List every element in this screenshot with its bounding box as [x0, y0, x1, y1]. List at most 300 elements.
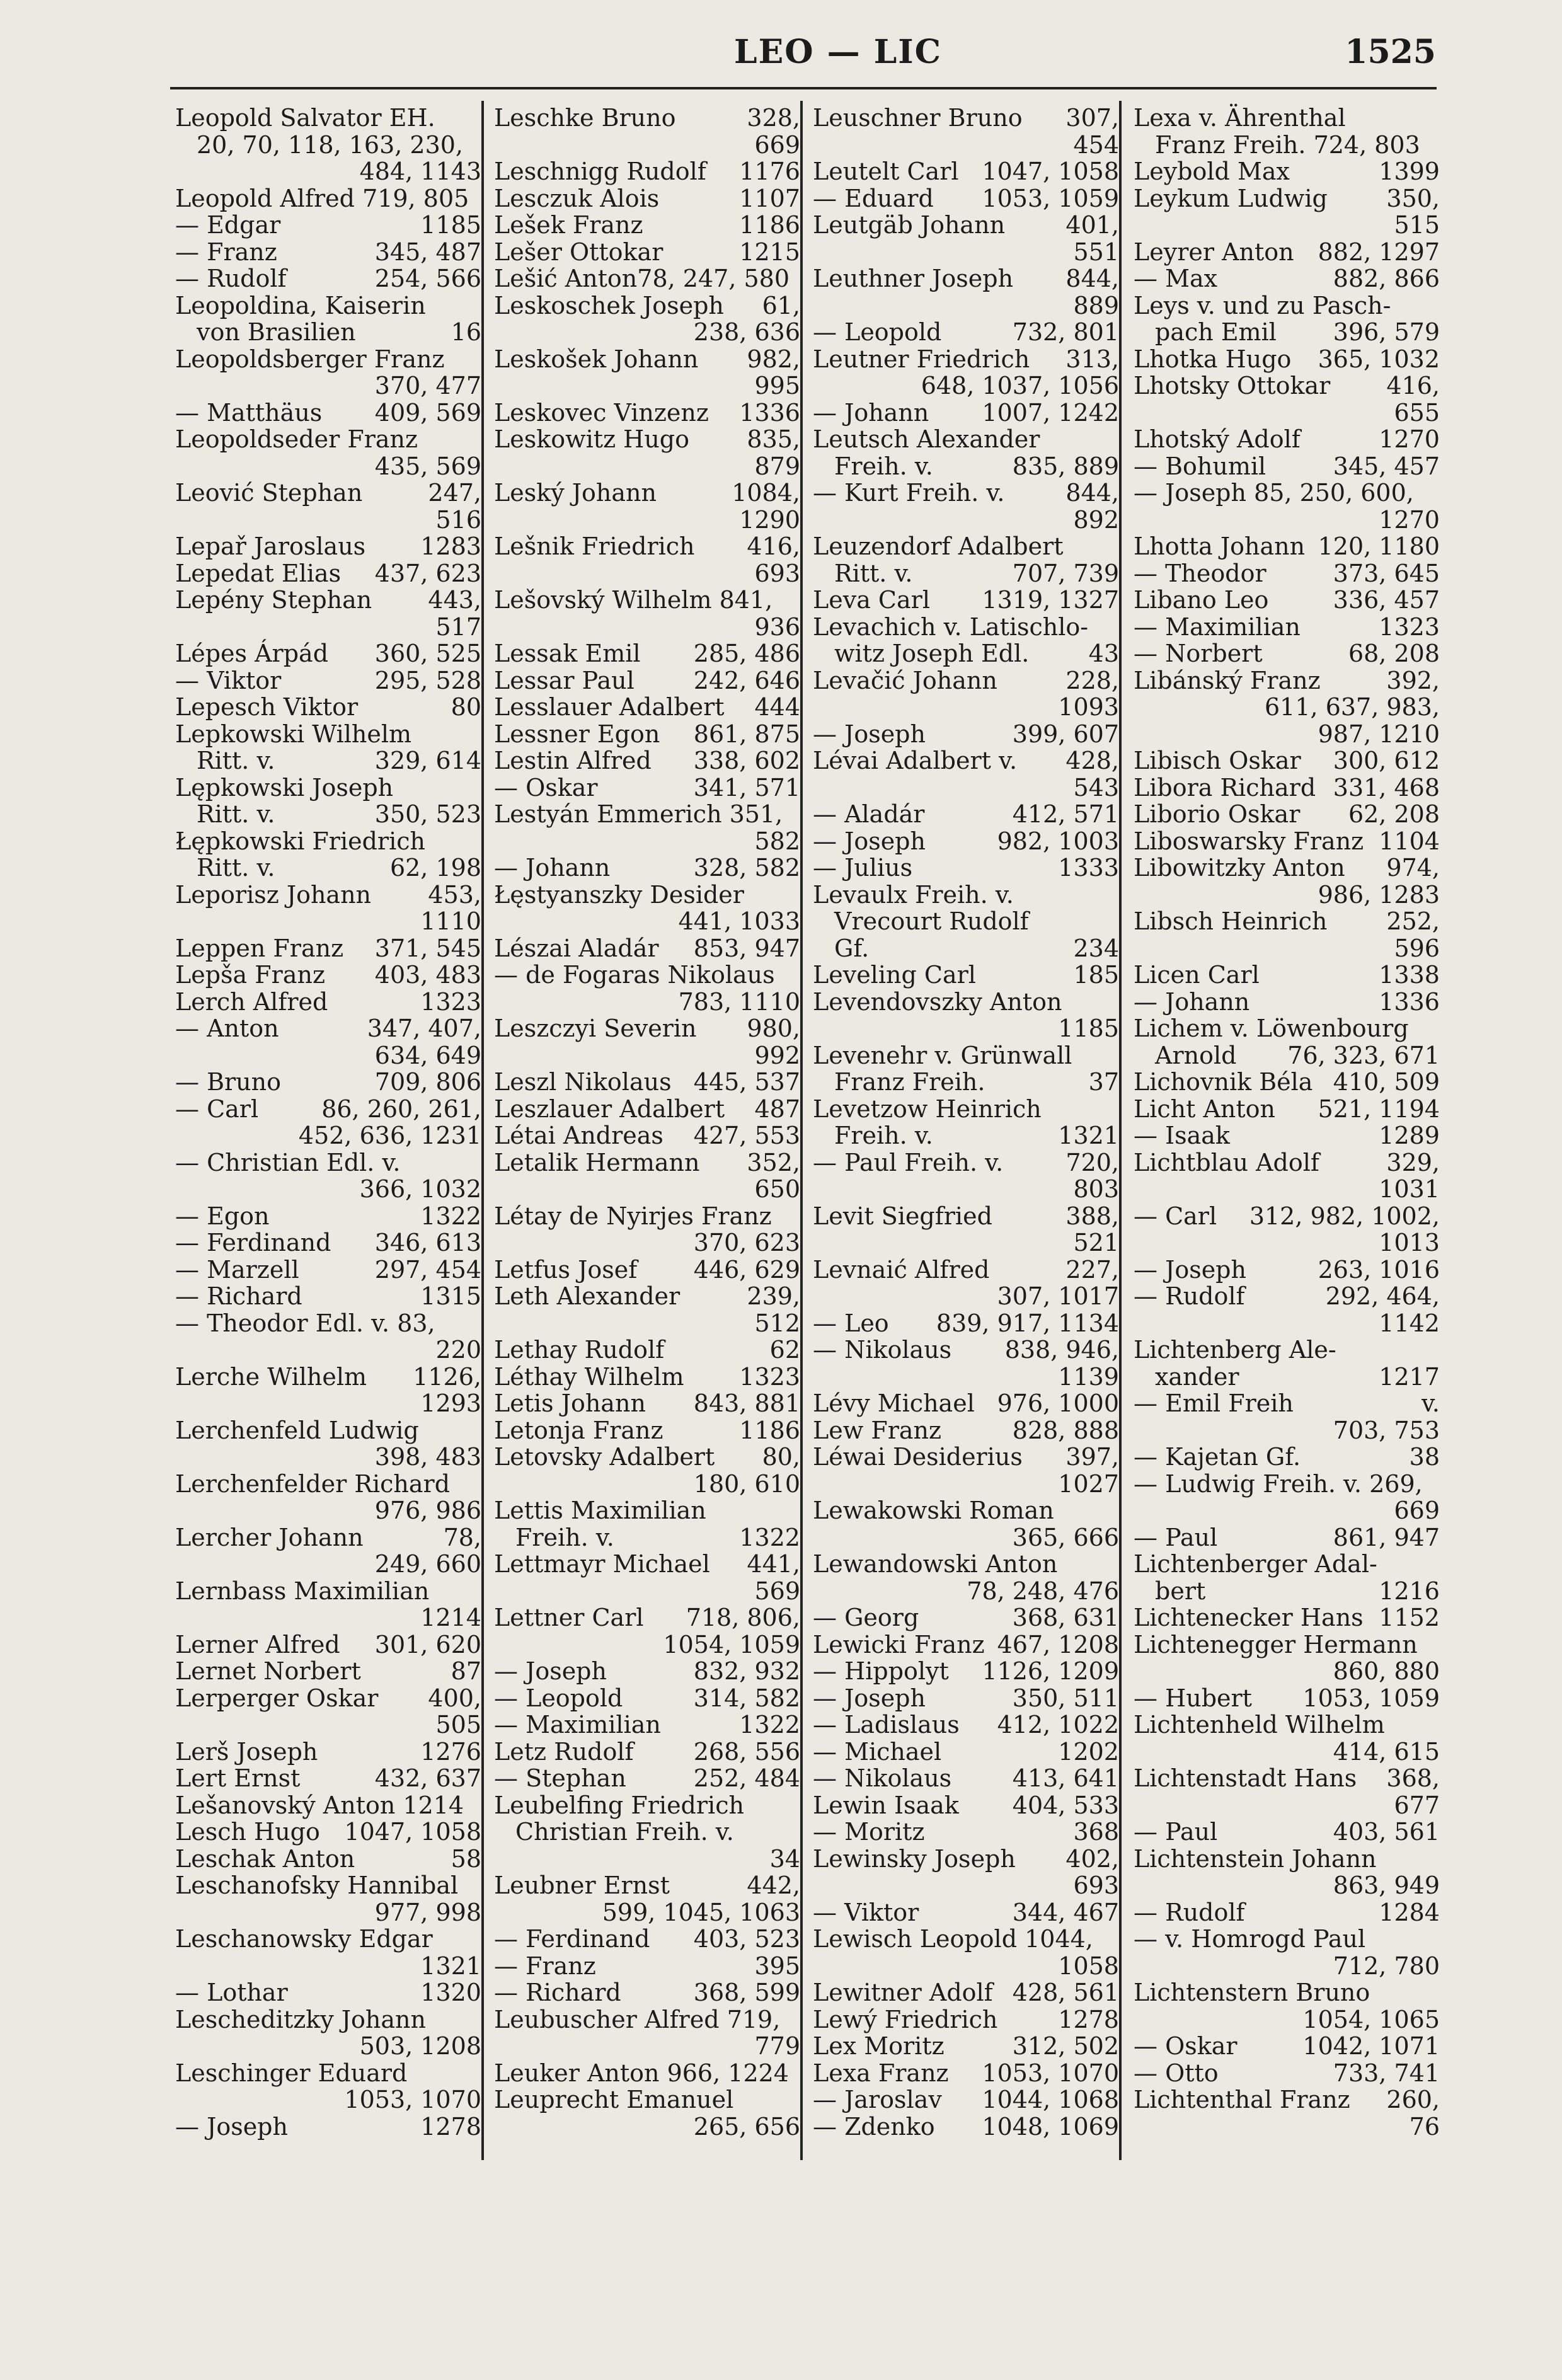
entry-pages: 388,: [1065, 1202, 1119, 1230]
entry-name: — Stephan: [494, 1764, 626, 1792]
entry-name: bert: [1155, 1577, 1206, 1605]
entry-pages: 1126,: [413, 1362, 481, 1391]
entry-pages: 252,: [1386, 907, 1440, 935]
entry-pages: 403, 561: [1333, 1818, 1440, 1846]
entry-pages: 312, 502: [1012, 2032, 1119, 2060]
index-entry: [813, 1497, 1119, 1524]
index-entry: [1134, 2033, 1440, 2060]
entry-name: Leuker Anton 966, 1224: [494, 2059, 789, 2087]
entry-name: Letis Johann: [494, 1389, 646, 1417]
index-entry: [813, 1176, 1119, 1203]
entry-name: Leybold Max: [1134, 158, 1290, 185]
index-entry: [494, 1658, 800, 1685]
entry-name: Leskošek Johann: [494, 345, 699, 373]
entry-name: Lévy Michael: [813, 1389, 975, 1417]
entry-name: — Max: [1134, 265, 1218, 292]
entry-pages: 1054, 1065: [1302, 2005, 1440, 2033]
index-entry: [813, 1739, 1119, 1766]
index-entry: [813, 426, 1119, 453]
entry-name: Lerperger Oskar: [175, 1684, 379, 1712]
index-entry: [494, 1444, 800, 1471]
entry-name: — Viktor: [175, 666, 282, 694]
entry-name: Leopoldsberger Franz: [175, 345, 445, 373]
index-entry: [813, 614, 1119, 641]
entry-pages: 252, 484: [693, 1764, 800, 1792]
index-entry: [813, 989, 1119, 1016]
entry-name: Lichem v. Löwenbourg: [1134, 1015, 1409, 1042]
entry-pages: 301, 620: [374, 1630, 481, 1659]
entry-pages: 882, 1297: [1318, 238, 1440, 266]
entry-pages: 1139: [1058, 1362, 1119, 1391]
entry-pages: 1110: [420, 907, 481, 935]
index-entry: [175, 319, 481, 346]
index-column-4: [1134, 105, 1440, 2140]
entry-name: — Viktor: [813, 1898, 919, 1926]
entry-pages: v.: [1421, 1389, 1440, 1417]
entry-name: Libowitzky Anton: [1134, 854, 1345, 882]
entry-name: Vrecourt Rudolf: [834, 907, 1029, 935]
index-entry: [175, 694, 481, 721]
entry-pages: 368,: [1386, 1764, 1440, 1792]
entry-name: Leykum Ludwig: [1134, 184, 1328, 212]
index-entry: [1134, 774, 1440, 802]
index-entry: [494, 801, 800, 828]
index-entry: [494, 346, 800, 373]
entry-pages: 352,: [747, 1148, 800, 1176]
index-entry: [1134, 747, 1440, 774]
index-entry: [175, 372, 481, 400]
index-entry: [494, 1765, 800, 1792]
entry-name: Leutelt Carl: [813, 158, 959, 185]
entry-name: Leuthner Joseph: [813, 265, 1014, 292]
index-entry: [175, 400, 481, 427]
index-entry: [175, 2033, 481, 2060]
index-entry: [813, 1604, 1119, 1631]
entry-name: Leskowitz Hugo: [494, 425, 689, 453]
entry-name: — Aladár: [813, 800, 925, 828]
entry-pages: 409, 569: [374, 398, 481, 427]
entry-pages: 1320: [420, 1979, 481, 2006]
entry-pages: 345, 457: [1333, 452, 1440, 480]
entry-name: Leveling Carl: [813, 961, 976, 989]
entry-pages: 341, 571: [693, 773, 800, 802]
entry-name: Lichtenecker Hans: [1134, 1604, 1364, 1631]
entry-name: — Oskar: [1134, 2032, 1238, 2060]
index-entry: [813, 1203, 1119, 1230]
index-entry: [1134, 372, 1440, 400]
index-entry: [494, 1524, 800, 1551]
index-entry: [813, 1364, 1119, 1391]
entry-pages: 843, 881: [693, 1389, 800, 1417]
entry-name: Leutsch Alexander: [813, 425, 1040, 453]
entry-name: — Bohumil: [1134, 452, 1266, 480]
index-entry: [175, 1631, 481, 1659]
index-entry: [1134, 533, 1440, 560]
entry-name: Leschak Anton: [175, 1844, 355, 1873]
entry-pages: 1053, 1059: [982, 184, 1119, 212]
entry-name: Lerche Wilhelm: [175, 1362, 367, 1391]
entry-pages: 1321: [1058, 1122, 1119, 1149]
entry-name: — Julius: [813, 854, 913, 882]
entry-name: Lert Ernst: [175, 1764, 301, 1792]
entry-name: — Nikolaus: [813, 1336, 952, 1364]
entry-pages: 1293: [420, 1389, 481, 1417]
index-entry: [494, 1283, 800, 1310]
entry-name: — Joseph: [813, 1684, 926, 1712]
entry-pages: 16: [451, 318, 481, 346]
entry-pages: 392,: [1386, 666, 1440, 694]
entry-pages: 977, 998: [374, 1898, 481, 1926]
entry-pages: 43: [1088, 640, 1119, 667]
index-entry: [494, 1310, 800, 1337]
index-entry: [813, 774, 1119, 802]
entry-pages: 879: [754, 452, 800, 480]
entry-pages: 982, 1003: [997, 827, 1119, 855]
entry-pages: 1333: [1058, 854, 1119, 882]
entry-name: Lewisch Leopold 1044,: [813, 1925, 1093, 1953]
entry-name: — Emil Freih: [1134, 1389, 1294, 1417]
entry-pages: 297, 454: [374, 1255, 481, 1284]
entry-name: — Theodor: [1134, 559, 1266, 587]
entry-name: Lernet Norbert: [175, 1657, 361, 1685]
entry-name: Lessner Egon: [494, 720, 660, 748]
index-entry: [813, 640, 1119, 667]
entry-pages: 1126, 1209: [982, 1657, 1119, 1685]
index-entry: [1134, 239, 1440, 266]
entry-name: — Richard: [494, 1979, 621, 2006]
index-entry: [813, 292, 1119, 319]
index-entry: [813, 105, 1119, 132]
index-entry: [494, 1819, 800, 1846]
entry-pages: 34: [769, 1844, 800, 1873]
entry-name: Leuzendorf Adalbert: [813, 532, 1064, 560]
entry-name: Licen Carl: [1134, 961, 1260, 989]
entry-name: — Carl: [175, 1095, 259, 1123]
entry-name: Libora Richard: [1134, 773, 1316, 802]
entry-name: — Joseph: [494, 1657, 607, 1685]
entry-pages: 350, 523: [374, 800, 481, 828]
entry-pages: 828, 888: [1012, 1416, 1119, 1444]
entry-name: — Hippolyt: [813, 1657, 949, 1685]
entry-name: — Leopold: [494, 1684, 623, 1712]
entry-pages: 512: [754, 1309, 800, 1337]
entry-pages: 365, 666: [1012, 1523, 1119, 1551]
entry-pages: 853, 947: [693, 934, 800, 962]
entry-name: Lewandowski Anton: [813, 1550, 1058, 1578]
index-entry: [813, 1015, 1119, 1042]
index-entry: [1134, 587, 1440, 614]
entry-pages: 515: [1394, 211, 1440, 239]
index-entry: [494, 2033, 800, 2060]
index-entry: [1134, 2113, 1440, 2141]
index-entry: [1134, 265, 1440, 292]
index-entry: [813, 801, 1119, 828]
entry-name: — Otto: [1134, 2059, 1219, 2087]
entry-name: Lichtenstadt Hans: [1134, 1764, 1357, 1792]
entry-pages: 227,: [1065, 1255, 1119, 1284]
index-entry: [813, 1685, 1119, 1712]
entry-name: Leović Stephan: [175, 479, 363, 507]
index-entry: [1134, 400, 1440, 427]
entry-name: Leskovec Vinzenz: [494, 398, 709, 427]
entry-name: witz Joseph Edl.: [834, 640, 1030, 667]
entry-pages: 285, 486: [693, 640, 800, 667]
entry-pages: 1048, 1069: [982, 2112, 1119, 2141]
index-entry: [1134, 132, 1440, 159]
entry-name: — Zdenko: [813, 2112, 935, 2141]
index-entry: [1134, 212, 1440, 239]
entry-pages: 410, 509: [1333, 1068, 1440, 1096]
index-entry: [175, 453, 481, 480]
entry-name: — Eduard: [813, 184, 934, 212]
entry-name: Lichtenstern Bruno: [1134, 1979, 1370, 2006]
entry-name: Leutgäb Johann: [813, 211, 1006, 239]
entry-pages: 718, 806,: [686, 1604, 800, 1631]
entry-pages: 648, 1037, 1056: [921, 372, 1119, 400]
entry-name: Lévai Adalbert v.: [813, 747, 1018, 774]
entry-pages: 399, 607: [1012, 720, 1119, 748]
index-entry: [494, 935, 800, 962]
entry-pages: 835,: [747, 425, 800, 453]
entry-pages: 412, 571: [1012, 800, 1119, 828]
entry-pages: 1270: [1379, 505, 1440, 534]
index-entry: [813, 533, 1119, 560]
entry-name: — Isaak: [1134, 1122, 1230, 1149]
entry-name: Leskoschek Joseph: [494, 291, 724, 319]
entry-pages: 432, 637: [374, 1764, 481, 1792]
index-entry: [1134, 105, 1440, 132]
entry-pages: 976, 1000: [997, 1389, 1119, 1417]
entry-pages: 1276: [420, 1737, 481, 1766]
index-entry: [1134, 1872, 1440, 1899]
entry-pages: 712, 780: [1333, 1952, 1440, 1980]
index-entry: [1134, 1497, 1440, 1524]
index-entry: [175, 1444, 481, 1471]
entry-pages: 307, 1017: [997, 1282, 1119, 1310]
entry-pages: 992: [754, 1041, 800, 1069]
entry-name: — Carl: [1134, 1202, 1217, 1230]
entry-name: — Nikolaus: [813, 1764, 952, 1792]
index-entry: [175, 507, 481, 534]
entry-name: — Johann: [494, 854, 611, 882]
entry-name: Levenehr v. Grünwall: [813, 1041, 1072, 1069]
index-entry: [175, 1203, 481, 1230]
entry-pages: 442,: [747, 1871, 800, 1899]
entry-name: — v. Homrogd Paul: [1134, 1925, 1366, 1953]
entry-pages: 1185: [420, 211, 481, 239]
index-entry: [175, 667, 481, 694]
entry-name: — Joseph: [1134, 1255, 1246, 1284]
entry-pages: 1283: [420, 532, 481, 560]
index-entry: [494, 319, 800, 346]
index-entry: [1134, 1953, 1440, 1980]
entry-pages: 265, 656: [693, 2112, 800, 2141]
index-entry: [175, 1497, 481, 1524]
index-entry: [494, 1149, 800, 1176]
index-entry: [1134, 480, 1440, 507]
index-entry: [1134, 1042, 1440, 1069]
entry-name: Lépes Árpád: [175, 640, 329, 667]
entry-name: Lichtenheld Wilhelm: [1134, 1711, 1385, 1739]
entry-pages: 838, 946,: [1004, 1336, 1119, 1364]
entry-pages: 832, 932: [693, 1657, 800, 1685]
entry-name: Lichovnik Béla: [1134, 1068, 1313, 1096]
entry-name: Lestyán Emmerich 351,: [494, 800, 783, 828]
entry-pages: 412, 1022: [997, 1711, 1119, 1739]
entry-pages: 517: [435, 612, 481, 641]
entry-pages: 413, 641: [1012, 1764, 1119, 1792]
index-entry: [175, 1364, 481, 1391]
entry-pages: 76: [1409, 2112, 1440, 2141]
entry-pages: 370, 623: [693, 1229, 800, 1256]
index-entry: [494, 185, 800, 212]
index-entry: [1134, 1229, 1440, 1256]
index-entry: [494, 667, 800, 694]
entry-pages: 599, 1045, 1063: [602, 1898, 800, 1926]
entry-name: Léthay Wilhelm: [494, 1362, 684, 1391]
index-entry: [494, 265, 800, 292]
index-entry: [1134, 1578, 1440, 1605]
index-entry: [175, 587, 481, 614]
entry-name: — Paul Freih. v.: [813, 1148, 1004, 1176]
index-entry: [813, 1471, 1119, 1498]
index-entry: [494, 1229, 800, 1256]
index-entry: [494, 292, 800, 319]
entry-pages: 521, 1194: [1318, 1095, 1440, 1123]
entry-pages: 980,: [747, 1015, 800, 1042]
entry-pages: 1186: [739, 211, 800, 239]
index-entry: [813, 1846, 1119, 1873]
entry-name: Leyrer Anton: [1134, 238, 1294, 266]
index-entry: [1134, 1604, 1440, 1631]
entry-name: Levaulx Freih. v.: [813, 880, 1014, 909]
index-entry: [813, 1792, 1119, 1819]
index-entry: [1134, 1069, 1440, 1096]
entry-pages: 1284: [1379, 1898, 1440, 1926]
index-entry: [1134, 1631, 1440, 1659]
entry-pages: 435, 569: [374, 452, 481, 480]
index-entry: [813, 1524, 1119, 1551]
entry-pages: 779: [754, 2032, 800, 2060]
entry-name: Lešovský Wilhelm 841,: [494, 586, 773, 614]
entry-pages: 368, 599: [693, 1979, 800, 2006]
entry-pages: 37: [1088, 1068, 1119, 1096]
index-entry: [813, 1765, 1119, 1792]
entry-pages: 596: [1394, 934, 1440, 962]
index-entry: [175, 1685, 481, 1712]
entry-pages: 543: [1073, 773, 1119, 802]
entry-pages: 974,: [1386, 854, 1440, 882]
entry-name: xander: [1155, 1362, 1239, 1391]
index-entry: [813, 480, 1119, 507]
index-entry: [494, 1364, 800, 1391]
entry-name: Leschnigg Rudolf: [494, 158, 706, 185]
entry-pages: 242, 646: [693, 666, 800, 694]
entry-name: — Matthäus: [175, 398, 323, 427]
index-entry: [175, 908, 481, 935]
index-entry: [813, 1042, 1119, 1069]
index-entry: [813, 721, 1119, 748]
index-entry: [1134, 1979, 1440, 2006]
index-entry: [813, 1658, 1119, 1685]
entry-name: Léwai Desiderius: [813, 1443, 1023, 1471]
index-entry: [1134, 1551, 1440, 1578]
index-entry: [175, 774, 481, 802]
entry-pages: 428,: [1065, 747, 1119, 774]
index-entry: [813, 1631, 1119, 1659]
entry-pages: 516: [435, 505, 481, 534]
entry-pages: 844,: [1065, 265, 1119, 292]
entry-pages: 331, 468: [1333, 773, 1440, 802]
entry-name: von Brasilien: [197, 318, 356, 346]
index-entry: [175, 828, 481, 855]
index-entry: [1134, 1792, 1440, 1819]
index-entry: [175, 1310, 481, 1337]
entry-name: Leubner Ernst: [494, 1871, 670, 1899]
entry-pages: 1321: [420, 1952, 481, 1980]
entry-name: — Edgar: [175, 211, 281, 239]
entry-pages: 986, 1283: [1318, 880, 1440, 909]
entry-name: Lešek Franz: [494, 211, 643, 239]
entry-pages: 312, 982, 1002,: [1249, 1202, 1440, 1230]
entry-pages: 839, 917, 1134: [936, 1309, 1119, 1337]
index-entry: [175, 2113, 481, 2141]
entry-name: Lepesch Viktor: [175, 693, 359, 721]
index-entry: [813, 1069, 1119, 1096]
entry-name: Lichtenthal Franz: [1134, 2086, 1350, 2113]
entry-pages: 345, 487: [374, 238, 481, 266]
index-entry: [813, 962, 1119, 989]
index-entry: [175, 1524, 481, 1551]
index-entry: [1134, 1739, 1440, 1766]
index-entry: [1134, 1926, 1440, 1953]
entry-name: Leschanofsky Hannibal: [175, 1871, 459, 1899]
entry-name: Lex Moritz: [813, 2032, 945, 2060]
entry-name: Lettis Maximilian: [494, 1497, 706, 1524]
entry-name: — Joseph 85, 250, 600,: [1134, 479, 1414, 507]
entry-pages: 882, 866: [1333, 265, 1440, 292]
entry-name: Leppen Franz: [175, 934, 344, 962]
index-entry: [1134, 1658, 1440, 1685]
entry-name: Letonja Franz: [494, 1416, 663, 1444]
index-entry: [494, 1979, 800, 2006]
entry-name: — Maximilian: [494, 1711, 661, 1739]
index-entry: [494, 2086, 800, 2113]
entry-pages: 428, 561: [1012, 1979, 1119, 2006]
entry-pages: 268, 556: [693, 1737, 800, 1766]
entry-name: Lhotsky Ottokar: [1134, 372, 1331, 400]
index-entry: [175, 962, 481, 989]
index-entry: [1134, 640, 1440, 667]
entry-pages: 314, 582: [693, 1684, 800, 1712]
index-entry: [1134, 1256, 1440, 1284]
entry-pages: 373, 645: [1333, 559, 1440, 587]
entry-pages: 1289: [1379, 1122, 1440, 1149]
index-entry: [1134, 560, 1440, 587]
entry-pages: 365, 1032: [1318, 345, 1440, 373]
entry-name: Lew Franz: [813, 1416, 942, 1444]
index-entry: [813, 1926, 1119, 1953]
index-entry: [494, 1631, 800, 1659]
entry-pages: 346, 613: [374, 1229, 481, 1256]
index-entry: [494, 908, 800, 935]
index-entry: [813, 239, 1119, 266]
index-entry: [494, 158, 800, 185]
index-entry: [1134, 1524, 1440, 1551]
entry-name: Lešanovský Anton 1214: [175, 1791, 464, 1819]
index-entry: [1134, 1471, 1440, 1498]
entry-pages: 1042, 1071: [1302, 2032, 1440, 2060]
